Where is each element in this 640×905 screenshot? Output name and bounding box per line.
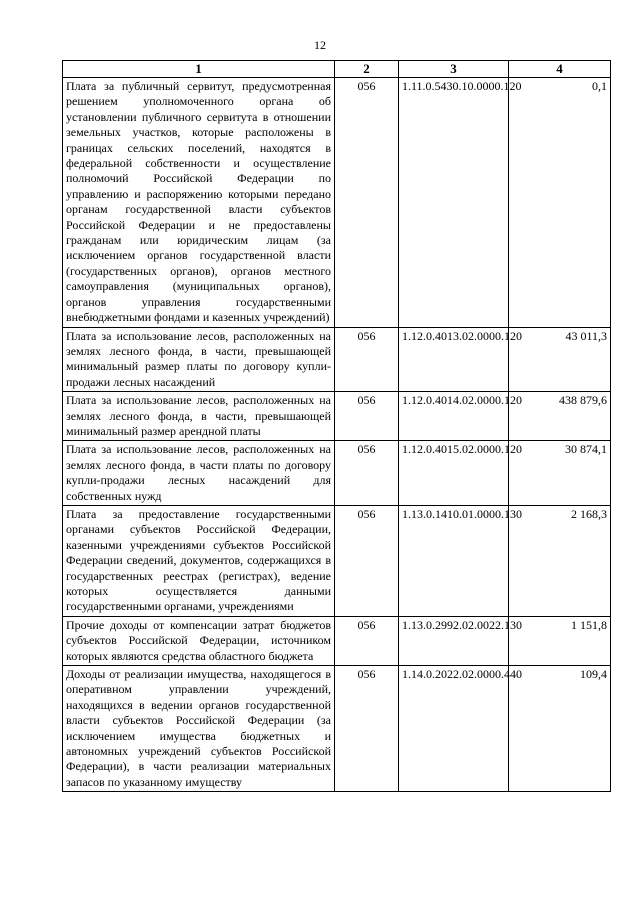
row-classification-code: 1.12.0.4015.02.0000.120 (399, 441, 509, 506)
table-row (63, 666, 611, 792)
row-amount: 109,4 (509, 666, 611, 792)
row-amount: 43 011,3 (509, 327, 611, 392)
row-admin-code: 056 (335, 666, 399, 792)
row-classification-code: 1.14.0.2022.02.0000.440 (399, 666, 509, 792)
row-classification-code: 1.13.0.1410.01.0000.130 (399, 505, 509, 616)
row-amount: 30 874,1 (509, 441, 611, 506)
row-description: Плата за публичный сервитут, предусмотренная решением уполномоченного органа об установлении публичного сервитута в отношении земельных участков, которые расположены в границах сельских поселений, находятся в федеральной собственности и осуществление полномочий Российской Федерации по управлению и распоряжению которыми передано органам государственной власти субъектов Российской Федерации и не предоставлены гражданам или юридическим лицам (за исключением органов государственной власти (государственных органов), органов местного самоуправления (муниципальных органов), органов управления государственными внебюджетными фондами и казенных учреждений) (63, 78, 335, 328)
table-row (63, 78, 611, 328)
row-description: Плата за использование лесов, расположенных на землях лесного фонда, в части, превышающей минимальный размер платы по договору купли-продажи лесных насаждений (63, 327, 335, 392)
table-row (63, 616, 611, 665)
row-classification-code: 1.13.0.2992.02.0022.130 (399, 616, 509, 665)
row-classification-code: 1.12.0.4013.02.0000.120 (399, 327, 509, 392)
row-description: Прочие доходы от компенсации затрат бюджетов субъектов Российской Федерации, источником которых являются средства областного бюджета (63, 616, 335, 665)
row-admin-code: 056 (335, 392, 399, 441)
row-admin-code: 056 (335, 327, 399, 392)
row-classification-code: 1.12.0.4014.02.0000.120 (399, 392, 509, 441)
row-admin-code: 056 (335, 441, 399, 506)
row-admin-code: 056 (335, 78, 399, 328)
row-amount: 1 151,8 (509, 616, 611, 665)
table-row (63, 327, 611, 392)
column-header-description: 1 (63, 61, 335, 78)
table-row (63, 441, 611, 506)
revenue-table (62, 60, 611, 792)
table-row (63, 505, 611, 616)
row-description: Доходы от реализации имущества, находящегося в оперативном управлении учреждений, находящихся в ведении органов государственной власти субъектов Российской Федерации (за исключением имущества бюджетных и автономных учреждений субъектов Российской Федерации), в части реализации материальных запасов по указанному имуществу (63, 666, 335, 792)
row-admin-code: 056 (335, 505, 399, 616)
table-header-row (63, 61, 611, 78)
row-amount: 438 879,6 (509, 392, 611, 441)
row-classification-code: 1.11.0.5430.10.0000.120 (399, 78, 509, 328)
row-description: Плата за использование лесов, расположенных на землях лесного фонда, в части, превышающей минимальный размер арендной платы (63, 392, 335, 441)
column-header-admin: 2 (335, 61, 399, 78)
row-amount: 2 168,3 (509, 505, 611, 616)
row-description: Плата за использование лесов, расположенных на землях лесного фонда, в части платы по договору купли-продажи лесных насаждений для собственных нужд (63, 441, 335, 506)
column-header-amount: 4 (509, 61, 611, 78)
page-number: 12 (314, 38, 326, 52)
column-header-code: 3 (399, 61, 509, 78)
row-amount: 0,1 (509, 78, 611, 328)
row-description: Плата за предоставление государственными органами субъектов Российской Федерации, казенными учреждениями субъектов Российской Федерации сведений, документов, содержащихся в государственных реестрах (регистрах), ведение которых осуществляется данными государственными органами, учреждениями (63, 505, 335, 616)
table-row (63, 392, 611, 441)
row-admin-code: 056 (335, 616, 399, 665)
